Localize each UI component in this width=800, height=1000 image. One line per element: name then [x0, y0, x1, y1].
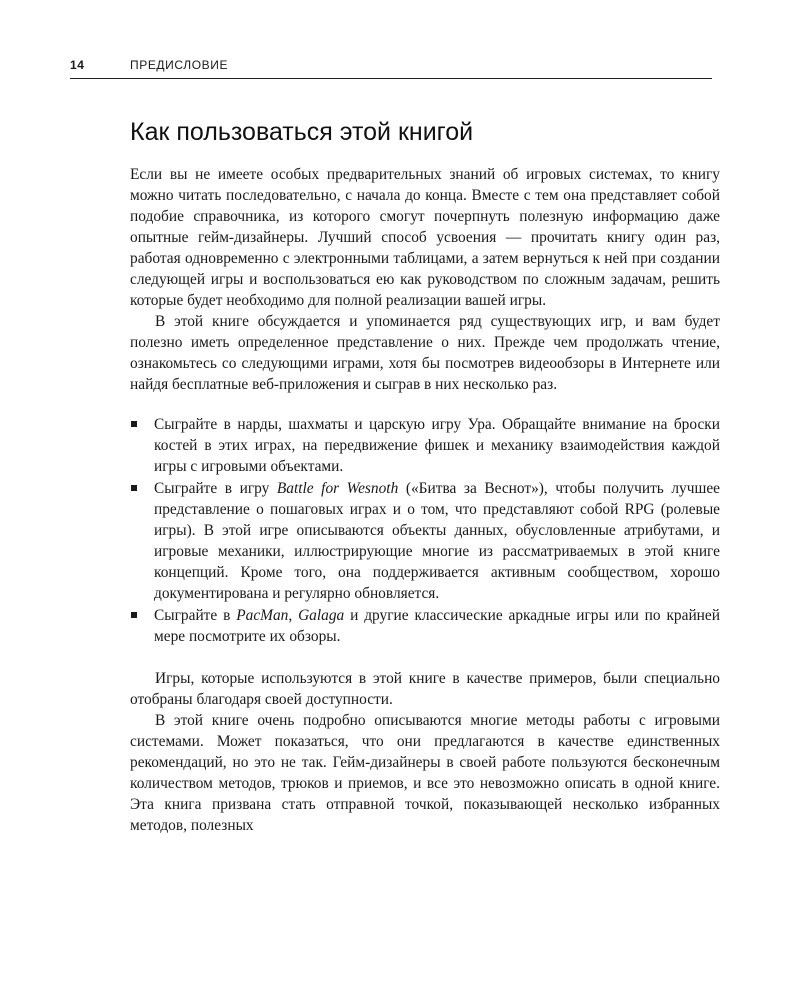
game-title: Galaga: [298, 607, 345, 624]
game-title: PacMan: [236, 607, 289, 624]
section-title: ПРЕДИСЛОВИЕ: [130, 58, 229, 72]
bullet-text: ,: [288, 607, 299, 624]
bullet-text: Сыграйте в нарды, шахматы и царскую игру Ура. Обращайте внимание на броски костей в этих играх, на передвижение фишек и механику взаимодействия каждой игры с игровыми объектами.: [154, 416, 720, 475]
square-bullet-icon: [131, 421, 137, 427]
paragraph: Игры, которые используются в этой книге в качестве примеров, были специально отобраны благодаря своей доступности.: [130, 670, 720, 708]
chapter-heading: Как пользоваться этой книгой: [130, 118, 474, 146]
bullet-item: [130, 478, 720, 604]
paragraph: В этой книге очень подробно описываются многие методы работы с игровыми системами. Может показаться, что они предлагаются в качестве единственных рекомендаций, но это не так. Гейм-дизайнеры в своей работе пользуются бесконечным количеством методов, трюков и приемов, и все это невозможно описать в одной книге. Эта книга призвана стать отправной точкой, показывающей несколько избранных методов, полезных: [130, 712, 720, 834]
square-bullet-icon: [131, 485, 137, 491]
bullet-text: Сыграйте в игру: [154, 480, 277, 497]
bullet-item: [130, 414, 720, 477]
paragraph: В этой книге обсуждается и упоминается ряд существующих игр, и вам будет полезно иметь определенное представление о них. Прежде чем продолжать чтение, ознакомьтесь со следующими играми, хотя бы посмотрев видеообзоры в Интернете или найдя бесплатные веб-приложения и сыграв в них несколько раз.: [130, 313, 720, 393]
bullet-text: («Битва за Веснот»), чтобы получить лучшее представление о пошаговых играх и о том, что представляют собой RPG (ролевые игры). В этой игре описываются объекты данных, обусловленные атрибутами, и игровые механики, иллюстрирующие многие из рассматриваемых в этой книге концепций. Кроме того, она поддерживается активным сообществом, хорошо документирована и регулярно обновляется.: [154, 480, 720, 602]
page-number: 14: [70, 58, 85, 72]
paragraph: Если вы не имеете особых предварительных знаний об игровых системах, то книгу можно читать последовательно, с начала до конца. Вместе с тем она представляет собой подобие справочника, из которого смогут почерпнуть полезную информацию даже опытные гейм-дизайнеры. Лучший способ усвоения — прочитать книгу один раз, работая одновременно с электронными таблицами, а затем вернуться к ней при создании следующей игры и воспользоваться ею как руководством по сложным задачам, решить которые будет необходимо для полной реализации вашей игры.: [130, 166, 720, 309]
bullet-text: Сыграйте в: [154, 607, 237, 624]
running-header: [70, 58, 712, 79]
bullet-list: [130, 414, 720, 647]
game-title: Battle for Wesnoth: [276, 480, 399, 497]
page-body: [130, 112, 720, 836]
square-bullet-icon: [131, 612, 137, 618]
bullet-text: и другие классические аркадные игры или по крайней мере посмотрите их обзоры.: [154, 607, 720, 645]
bullet-item: [130, 605, 720, 647]
